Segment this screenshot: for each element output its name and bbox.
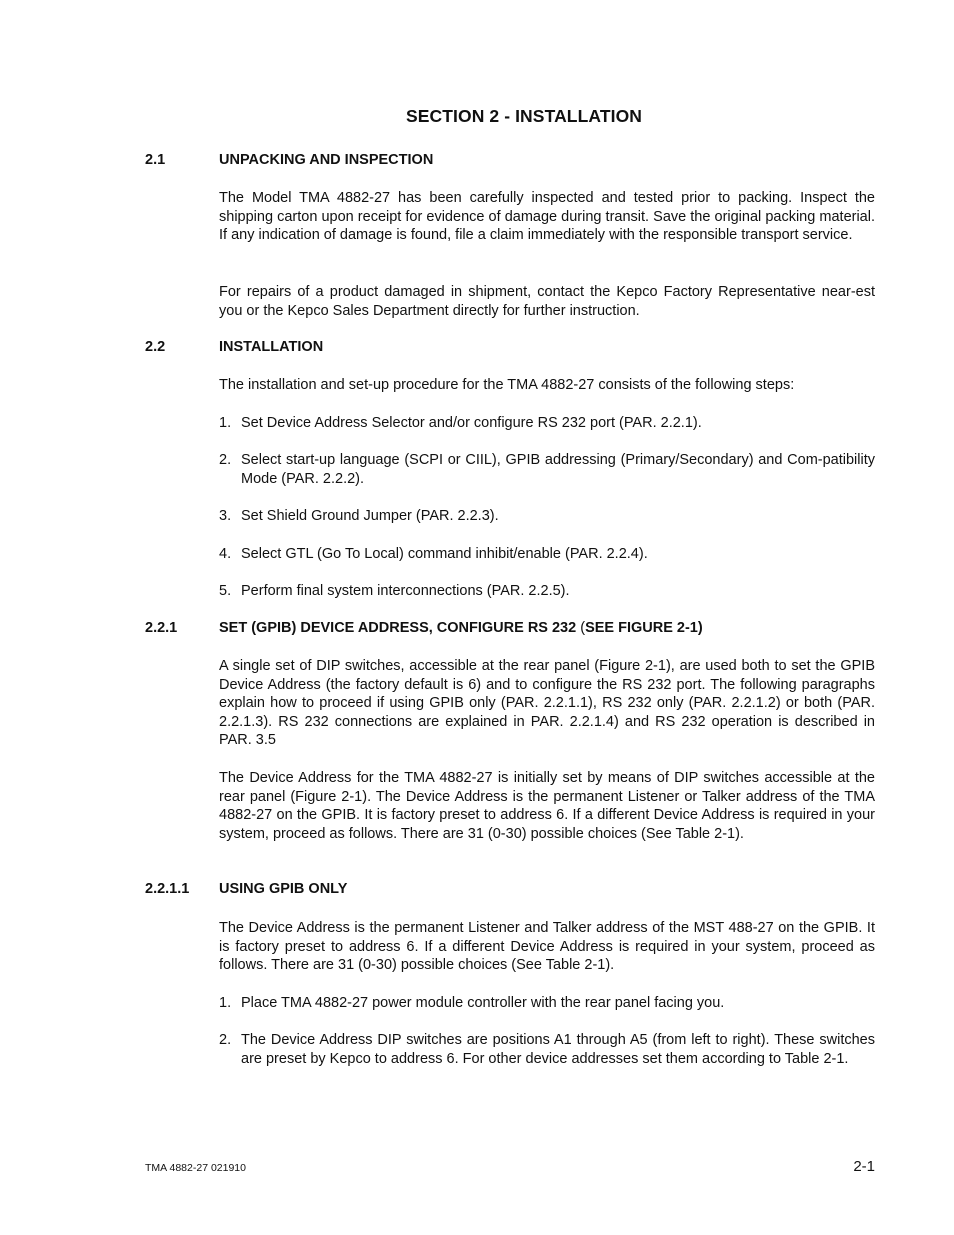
footer-doc-id: TMA 4882-27 021910 [145,1162,246,1174]
list-item-text: Select start-up language (SCPI or CIIL), GPIB addressing (Primary/Secondary) and Com-patibility Mode (PAR. 2.2.2). [241,452,875,487]
section-heading-paren: ( [580,620,586,636]
list-item-text: Perform final system interconnections (PAR. 2.2.5). [241,583,570,599]
section-heading: USING GPIB ONLY [219,881,348,897]
list-item-number: 4. [219,546,232,562]
section-heading: UNPACKING AND INSPECTION [219,152,434,168]
paragraph: The Device Address is the permanent Listener and Talker address of the MST 488-27 on the GPIB. It is factory preset to address 6. If a different Device Address is required in your system, proceed as follows. There are 31 (0-30) possible choices (See Table 2-1). [219,920,875,974]
section-number: 2.1 [145,152,166,168]
list-item [219,451,875,488]
list-item [219,414,875,433]
list-item [219,994,875,1013]
paragraph: The installation and set-up procedure for the TMA 4882-27 consists of the following steps: [219,377,795,393]
list-item-number: 2. [219,1032,232,1048]
list-item-number: 3. [219,508,232,524]
paragraph: The Device Address for the TMA 4882-27 is initially set by means of DIP switches accessible at the rear panel (Figure 2-1). The Device Address is the permanent Listener or Talker address of the TMA 4882-27 on the GPIB. It is factory preset to address 6. If a different Device Address is required in your system, proceed as follows. There are 31 (0-30) possible choices (See Table 2-1). [219,770,875,842]
list-item [219,545,875,564]
list-item-number: 1. [219,995,232,1011]
section-heading-main: SET (GPIB) DEVICE ADDRESS, CONFIGURE RS 232 [219,620,581,636]
list-item-number: 2. [219,452,232,468]
list-item-text: Select GTL (Go To Local) command inhibit/enable (PAR. 2.2.4). [241,546,648,562]
paragraph: For repairs of a product damaged in shipment, contact the Kepco Factory Representative near-est you or the Kepco Sales Department directly for further instruction. [219,284,875,319]
list-item-text: Place TMA 4882-27 power module controller with the rear panel facing you. [241,995,725,1011]
page-title: SECTION 2 - INSTALLATION [405,106,643,126]
list-item [219,1031,875,1068]
section-number: 2.2.1 [145,620,178,636]
section-number: 2.2.1.1 [145,881,190,897]
paragraph: A single set of DIP switches, accessible at the rear panel (Figure 2-1), are used both to set the GPIB Device Address (the factory default is 6) and to configure the RS 232 port. The following paragraphs explain how to proceed if using GPIB only (PAR. 2.2.1.1), RS 232 only (PAR. 2.2.1.2) or both (PAR. 2.2.1.3). RS 232 connections are explained in PAR. 2.2.1.4) and RS 232 operation is described in PAR. 3.5 [219,658,875,749]
section-heading: INSTALLATION [219,339,324,355]
list-item-number: 5. [219,583,232,599]
list-item-text: Set Shield Ground Jumper (PAR. 2.2.3). [241,508,499,524]
paragraph: The Model TMA 4882-27 has been carefully inspected and tested prior to packing. Inspect the shipping carton upon receipt for evidence of damage during transit. Save the original packing material. If any indication of damage is found, file a claim immediately with the responsible transport service. [219,190,875,244]
section-number: 2.2 [145,339,166,355]
page-number: 2-1 [853,1158,875,1175]
list-item-number: 1. [219,415,232,431]
section-heading-figure-ref: SEE FIGURE 2-1) [585,620,703,636]
list-item [219,582,875,601]
list-item-text: The Device Address DIP switches are positions A1 through A5 (from left to right). These switches are preset by Kepco to address 6. For other device addresses set them according to Table 2-1. [241,1032,875,1067]
list-item [219,507,875,526]
section-heading [219,620,703,636]
list-item-text: Set Device Address Selector and/or configure RS 232 port (PAR. 2.2.1). [241,415,702,431]
